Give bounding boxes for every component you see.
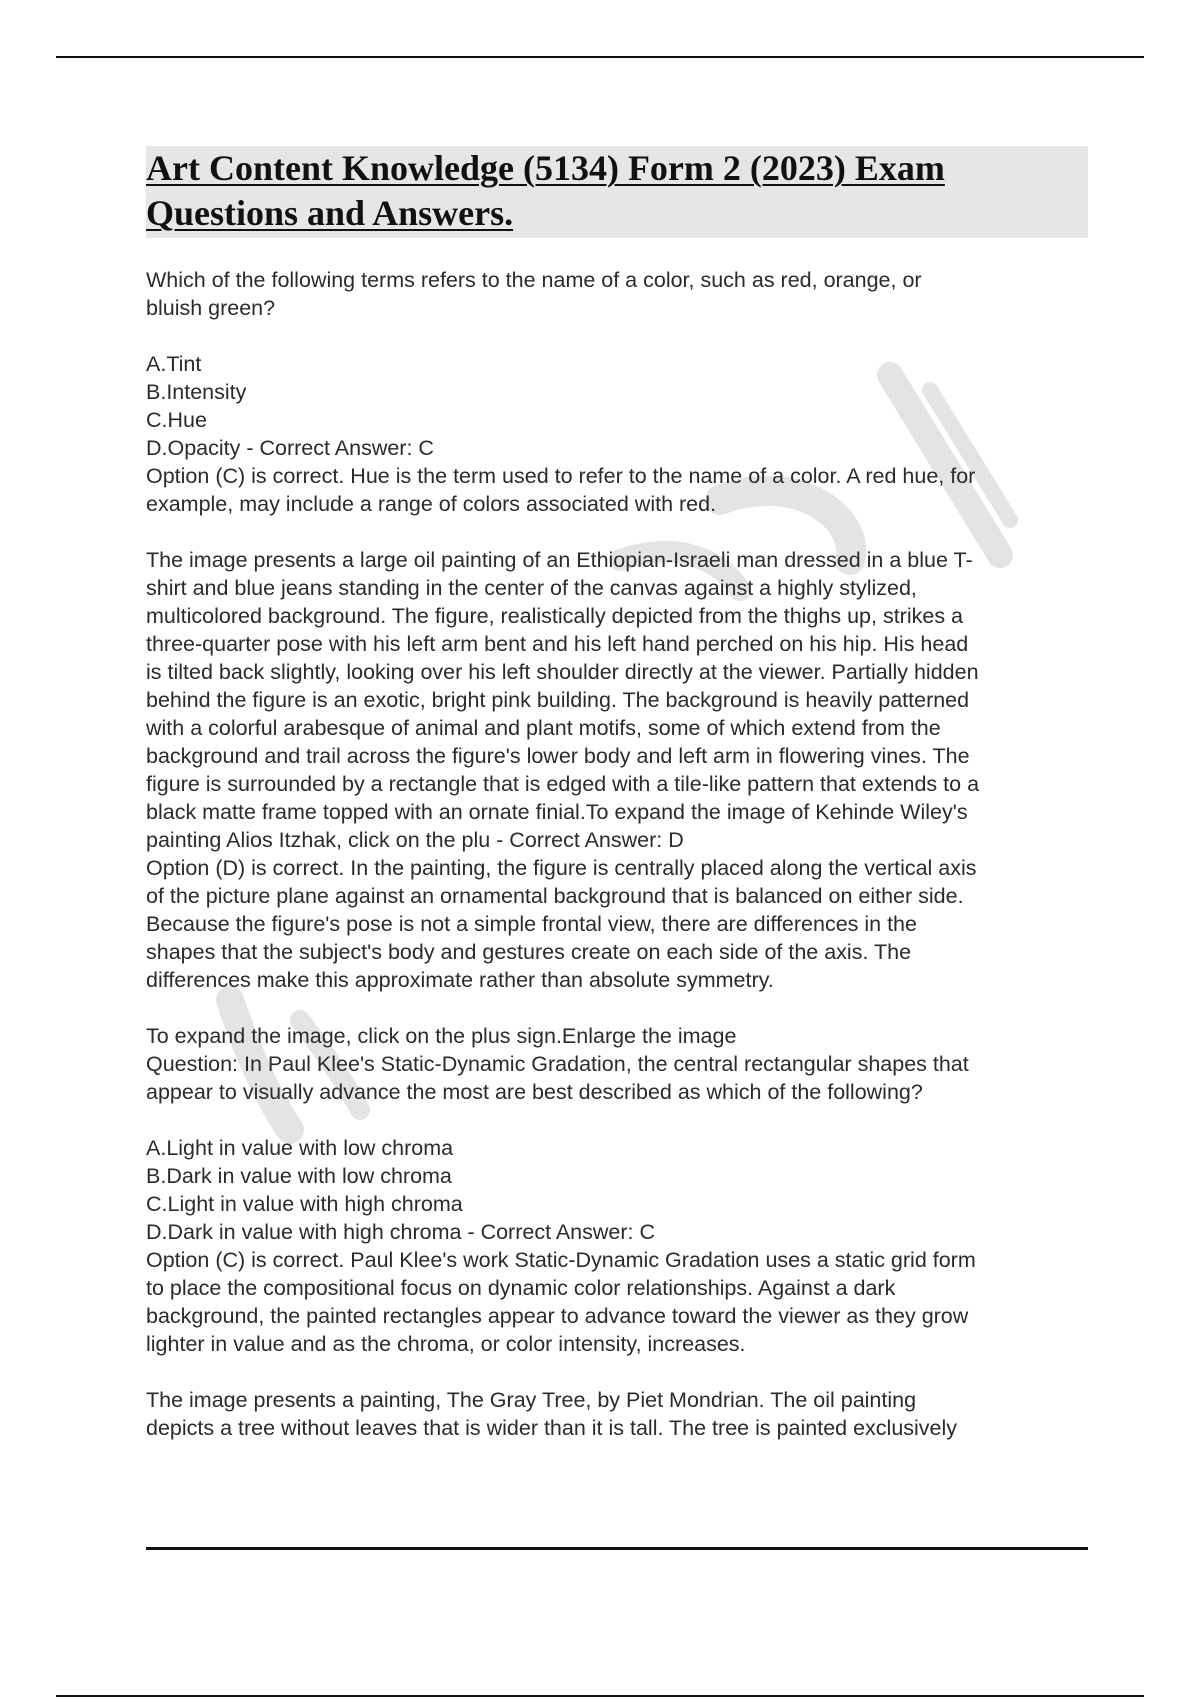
question-text-line: multicolored background. The figure, realistically depicted from the thighs up, strikes a bbox=[146, 604, 964, 628]
question-text-line: Question: In Paul Klee's Static-Dynamic Gradation, the central rectangular shapes that bbox=[146, 1052, 969, 1076]
explanation-line: Because the figure's pose is not a simple frontal view, there are differences in the bbox=[146, 912, 917, 936]
answer-option: C.Hue bbox=[146, 408, 207, 432]
answer-option: A.Light in value with low chroma bbox=[146, 1136, 454, 1160]
question-text-line: behind the figure is an exotic, bright pink building. The background is heavily patterned bbox=[146, 688, 970, 712]
paragraph-gap bbox=[146, 518, 1092, 546]
paragraph-gap bbox=[146, 994, 1092, 1022]
question-text-line: painting Alios Itzhak, click on the plu - Correct Answer: D bbox=[146, 828, 684, 852]
header-rule bbox=[56, 56, 1144, 58]
paragraph-gap bbox=[146, 1358, 1092, 1386]
question-text-line: three-quarter pose with his left arm bent and his left hand perched on his hip. His head bbox=[146, 632, 969, 656]
question-text-line: is tilted back slightly, looking over his left shoulder directly at the viewer. Partially hidden bbox=[146, 660, 979, 684]
explanation-line: of the picture plane against an ornamental background that is balanced on either side. bbox=[146, 884, 964, 908]
paragraph-gap bbox=[146, 1106, 1092, 1134]
explanation-line: Option (D) is correct. In the painting, the figure is centrally placed along the vertical axis bbox=[146, 856, 977, 880]
question-1 bbox=[146, 266, 1092, 518]
explanation-line: shapes that the subject's body and gestures create on each side of the axis. The bbox=[146, 940, 912, 964]
question-text-line: appear to visually advance the most are best described as which of the following? bbox=[146, 1080, 923, 1104]
answer-option: D.Opacity - Correct Answer: C bbox=[146, 436, 434, 460]
question-text-line: To expand the image, click on the plus sign.Enlarge the image bbox=[146, 1024, 737, 1048]
answer-option: A.Tint bbox=[146, 352, 202, 376]
answer-option: D.Dark in value with high chroma - Correct Answer: C bbox=[146, 1220, 656, 1244]
question-text-line: bluish green? bbox=[146, 296, 276, 320]
question-3 bbox=[146, 1022, 1092, 1358]
answer-option: B.Intensity bbox=[146, 380, 247, 404]
paragraph-gap bbox=[146, 322, 1092, 350]
explanation-line: to place the compositional focus on dynamic color relationships. Against a dark bbox=[146, 1276, 896, 1300]
question-text-line: black matte frame topped with an ornate finial.To expand the image of Kehinde Wiley's bbox=[146, 800, 968, 824]
question-text-line: background and trail across the figure's lower body and left arm in flowering vines. The bbox=[146, 744, 970, 768]
question-text-line: depicts a tree without leaves that is wider than it is tall. The tree is painted exclusively bbox=[146, 1416, 958, 1440]
answer-option: B.Dark in value with low chroma bbox=[146, 1164, 452, 1188]
explanation-line: example, may include a range of colors associated with red. bbox=[146, 492, 717, 516]
question-text-line: The image presents a painting, The Gray Tree, by Piet Mondrian. The oil painting bbox=[146, 1388, 917, 1412]
question-2 bbox=[146, 546, 1092, 994]
explanation-line: differences make this approximate rather than absolute symmetry. bbox=[146, 968, 774, 992]
answer-option: C.Light in value with high chroma bbox=[146, 1192, 463, 1216]
explanation-line: lighter in value and as the chroma, or color intensity, increases. bbox=[146, 1332, 746, 1356]
explanation-line: Option (C) is correct. Paul Klee's work Static-Dynamic Gradation uses a static grid form bbox=[146, 1248, 976, 1272]
question-text-line: figure is surrounded by a rectangle that is edged with a tile-like pattern that extends to a bbox=[146, 772, 980, 796]
title-line: Questions and Answers. bbox=[146, 193, 514, 233]
document-body bbox=[146, 266, 1092, 1442]
page-edge-rule bbox=[56, 1695, 1144, 1697]
question-4 bbox=[146, 1386, 1092, 1442]
explanation-line: background, the painted rectangles appear to advance toward the viewer as they grow bbox=[146, 1304, 969, 1328]
question-text-line: The image presents a large oil painting of an Ethiopian-Israeli man dressed in a blue T- bbox=[146, 548, 973, 572]
title-line: Art Content Knowledge (5134) Form 2 (2023) Exam bbox=[146, 148, 945, 188]
explanation-line: Option (C) is correct. Hue is the term used to refer to the name of a color. A red hue, for bbox=[146, 464, 976, 488]
question-text-line: with a colorful arabesque of animal and plant motifs, some of which extend from the bbox=[146, 716, 941, 740]
footer-rule bbox=[146, 1547, 1088, 1550]
question-text-line: shirt and blue jeans standing in the center of the canvas against a highly stylized, bbox=[146, 576, 917, 600]
question-text-line: Which of the following terms refers to the name of a color, such as red, orange, or bbox=[146, 268, 922, 292]
document-title bbox=[146, 146, 1076, 236]
